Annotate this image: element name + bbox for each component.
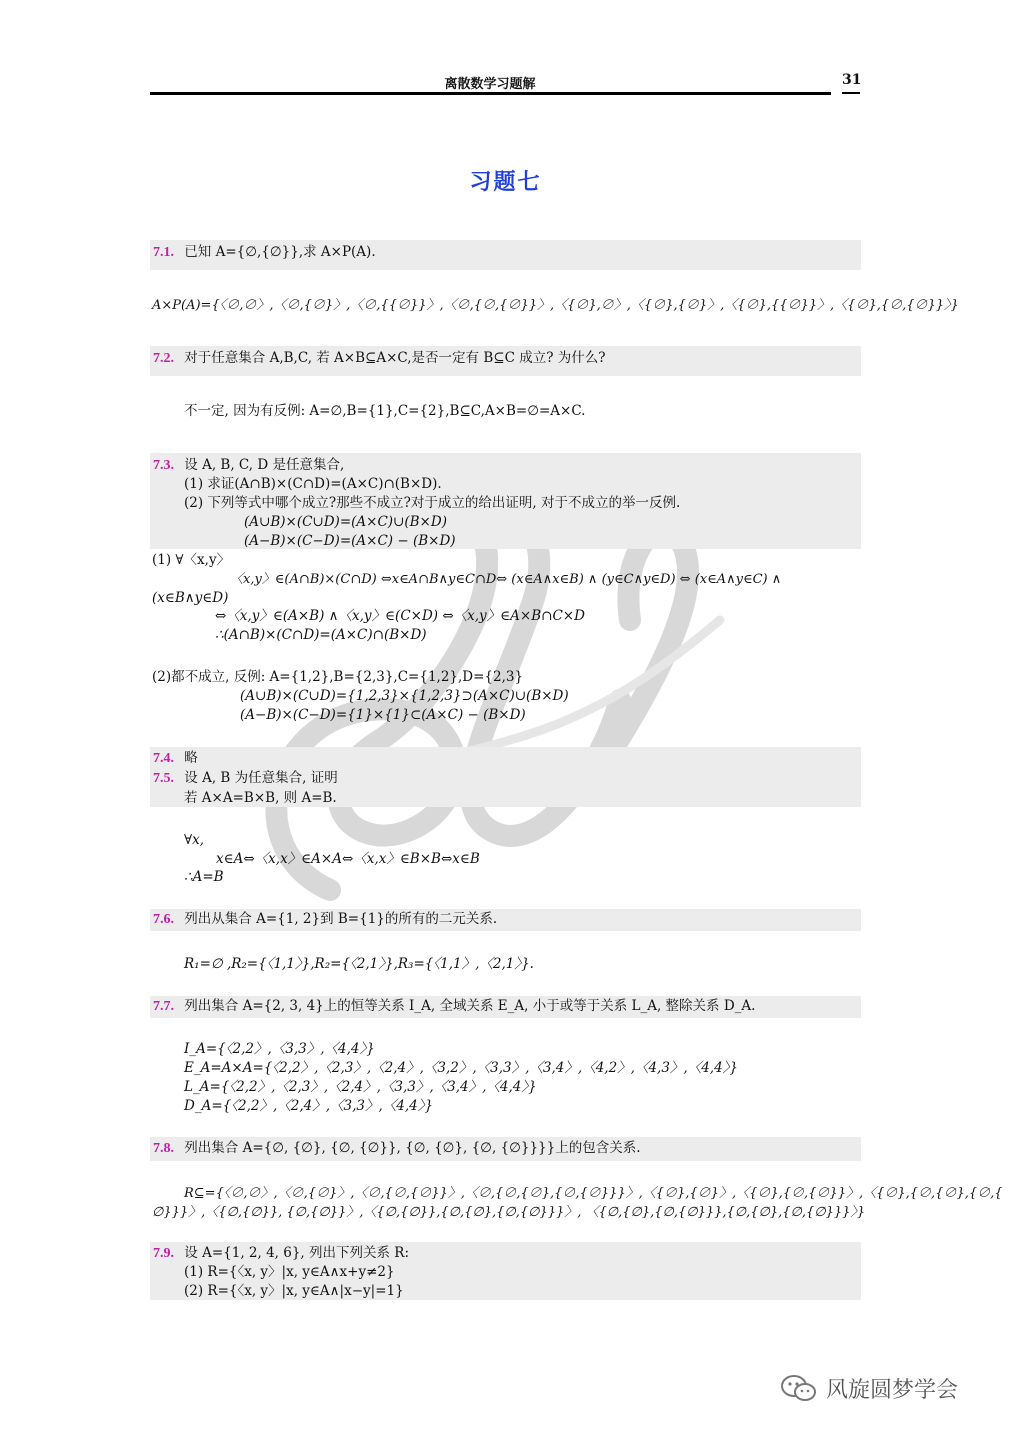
answer-7-3-line-5: ∴(A∩B)×(C∩D)=(A×C)∩(B×D) [215, 627, 427, 643]
problem-question: 设 A, B, C, D 是任意集合, [184, 457, 345, 473]
problem-7-3-part2: (2) 下列等式中哪个成立?那些不成立?对于成立的给出证明, 对于不成立的举一反例. [184, 495, 681, 511]
page-number: 31 [842, 72, 862, 88]
answer-7-7-universal: E_A=A×A={〈2,2〉,〈2,3〉,〈2,4〉,〈3,2〉,〈3,3〉,〈3,4〉,〈4,2〉,〈4,3〉,〈4,4〉} [184, 1060, 739, 1076]
problem-7-3-part1: (1) 求证(A∩B)×(C∩D)=(A×C)∩(B×D). [184, 476, 442, 492]
answer-7-3-line-8: (A−B)×(C−D)={1}×{1}⊂(A×C) − (B×D) [240, 707, 526, 723]
header-rule [150, 92, 831, 95]
problem-number: 7.8. [153, 1141, 174, 1156]
problem-question: 已知 A={∅,{∅}},求 A×P(A). [184, 244, 376, 260]
answer-7-1: A×P(A)={〈∅,∅〉,〈∅,{∅}〉,〈∅,{{∅}}〉,〈∅,{∅,{∅}}〉,〈{∅},∅〉,〈{∅},{∅}〉,〈{∅},{{∅}}〉,〈{∅},{∅,{∅}}〉} [152, 298, 959, 313]
problem-number: 7.1. [153, 245, 174, 260]
problem-question: 略 [184, 750, 198, 766]
problem-question: 列出集合 A={2, 3, 4}上的恒等关系 I_A, 全域关系 E_A, 小于或等于关系 L_A, 整除关系 D_A. [184, 998, 756, 1014]
problem-7-3-eq-a: (A∪B)×(C∪D)=(A×C)∪(B×D) [244, 514, 447, 530]
problem-7-3 [153, 456, 344, 475]
problem-7-6 [153, 910, 497, 929]
problem-7-9 [153, 1244, 409, 1263]
problem-7-3-eq-b: (A−B)×(C−D)=(A×C) − (B×D) [244, 533, 456, 549]
problem-number: 7.6. [153, 912, 174, 927]
page-number-rule [842, 92, 860, 94]
answer-7-8-line-2: ∅}}}〉,〈{∅,{∅}}, {∅,{∅}}〉,〈{∅,{∅}},{∅,{∅},{∅,{∅}}}〉, 〈{∅,{∅},{∅,{∅}}},{∅,{∅},{∅,{∅}}}〉} [152, 1205, 866, 1220]
answer-7-6: R₁=∅ ,R₂={〈1,1〉},R₂={〈2,1〉},R₃={〈1,1〉,〈2,1〉}. [184, 956, 534, 972]
problem-number: 7.2. [153, 351, 174, 366]
problem-7-2 [153, 349, 605, 368]
problem-7-8 [153, 1139, 641, 1158]
problem-7-9-part1: (1) R={〈x, y〉|x, y∈A∧x+y≠2} [184, 1264, 395, 1280]
answer-7-3-line-2: 〈x,y〉∈(A∩B)×(C∩D) ⇔x∈A∩B∧y∈C∩D⇔ (x∈A∧x∈B) ∧ (y∈C∧y∈D) ⇔ (x∈A∧y∈C) ∧ [230, 572, 782, 587]
problem-question: 对于任意集合 A,B,C, 若 A×B⊆A×C,是否一定有 B⊆C 成立? 为什么? [184, 350, 606, 366]
answer-7-7-lessequal: L_A={〈2,2〉,〈2,3〉,〈2,4〉,〈3,3〉,〈3,4〉,〈4,4〉} [184, 1079, 537, 1095]
answer-7-3-line-6: (2)都不成立, 反例: A={1,2},B={2,3},C={1,2},D={2,3} [152, 669, 524, 685]
problem-number: 7.3. [153, 458, 174, 473]
answer-7-5-line-1: ∀x, [184, 832, 205, 848]
answer-7-3-line-1: (1) ∀〈x,y〉 [152, 552, 231, 568]
problem-question: 设 A, B 为任意集合, 证明 [184, 770, 338, 786]
problem-number: 7.5. [153, 771, 174, 786]
problem-question: 列出集合 A={∅, {∅}, {∅, {∅}}, {∅, {∅}, {∅, {∅}}}}上的包含关系. [184, 1140, 641, 1156]
running-header-title: 离散数学习题解 [444, 77, 536, 92]
problem-question: 列出从集合 A={1, 2}到 B={1}的所有的二元关系. [184, 911, 498, 927]
chapter-title: 习题七 [469, 170, 542, 195]
answer-7-7-identity: I_A={〈2,2〉,〈3,3〉,〈4,4〉} [184, 1041, 375, 1057]
answer-7-8-line-1: R⊆={〈∅,∅〉,〈∅,{∅}〉,〈∅,{∅,{∅}}〉,〈∅,{∅,{∅},{∅,{∅}}}〉,〈{∅},{∅}〉,〈{∅},{∅,{∅}}〉,〈{∅},{∅,{∅},{∅,{ [184, 1186, 1003, 1201]
problem-number: 7.7. [153, 999, 174, 1014]
answer-7-3-line-3: (x∈B∧y∈D) [152, 590, 229, 606]
problem-7-1 [153, 243, 376, 262]
answer-7-3-line-4: ⇔〈x,y〉∈(A×B) ∧〈x,y〉∈(C×D) ⇔〈x,y〉∈A×B∩C×D [215, 608, 585, 624]
problem-question: 设 A={1, 2, 4, 6}, 列出下列关系 R: [184, 1245, 410, 1261]
answer-7-7-divides: D_A={〈2,2〉,〈2,4〉,〈3,3〉,〈4,4〉} [184, 1098, 434, 1114]
problem-7-4 [153, 749, 198, 768]
footer-brand: 风旋圆梦学会 [826, 1378, 959, 1403]
problem-number: 7.4. [153, 751, 174, 766]
answer-7-5-line-2: x∈A⇔〈x,x〉∈A×A⇔〈x,x〉∈B×B⇔x∈B [216, 851, 480, 867]
problem-7-5-part1: 若 A×A=B×B, 则 A=B. [184, 790, 337, 806]
problem-7-9-part2: (2) R={〈x, y〉|x, y∈A∧|x−y|=1} [184, 1283, 404, 1299]
problem-number: 7.9. [153, 1246, 174, 1261]
problem-7-7 [153, 997, 755, 1016]
problem-7-5 [153, 769, 338, 788]
answer-7-5-line-3: ∴A=B [184, 869, 224, 885]
answer-7-3-line-7: (A∪B)×(C∪D)={1,2,3}×{1,2,3}⊃(A×C)∪(B×D) [240, 688, 569, 704]
answer-7-2: 不一定, 因为有反例: A=∅,B={1},C={2},B⊆C,A×B=∅=A×C. [184, 403, 586, 419]
wechat-icon [780, 1374, 818, 1404]
